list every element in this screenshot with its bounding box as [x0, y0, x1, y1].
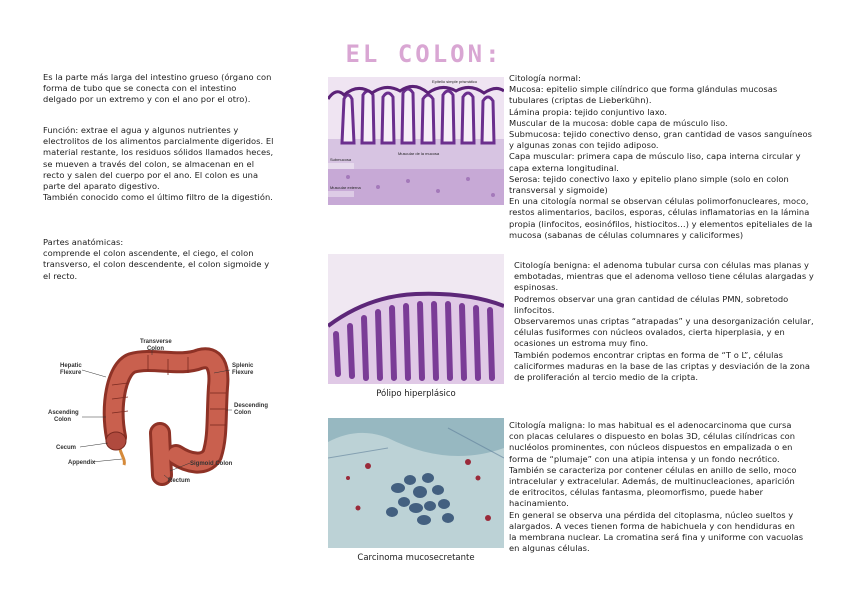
label-submucosa: Submucosa	[330, 157, 352, 162]
label-appendix: Appendix	[68, 460, 96, 466]
benign-cytology-paragraph: Citología benigna: el adenoma tubular cursa con células mas planas y embotadas, mientras que el adenoma velloso tiene células alargadas y espinosas. Podremos observar una gran cantidad de células PMN, sobretodo linfocitos. Observaremos unas criptas “atrapadas” y una desorganización celular, células fusiformes con núcleos ovalados, cierta hiperplasia, y en ocasiones un estroma muy fino. También podemos encontrar criptas en forma de “T o L”, células caliciformes maduras en la base de las criptas y desviación de la zona de proliferación al tercio medio de la cripta.	[514, 260, 814, 383]
svg-text:Flexure: Flexure	[60, 370, 82, 376]
label-rectum: Rectum	[168, 478, 191, 484]
label-splenic: Splenic	[232, 363, 254, 369]
label-epithelium: Epitelio simple prismático	[432, 79, 478, 84]
svg-text:Colon: Colon	[54, 417, 71, 423]
malignant-cytology-paragraph: Citología maligna: lo mas habitual es el adenocarcinoma que cursa con placas celulares o dispuesto en bolas 3D, células cilíndricas con nucléolos prominentes, con núcleos dispuestos en empalizada o en forma de “plumaje” con una atipia intensa y un fondo necrótico. También se caracteriza por contener células en anillo de sello, moco intracelular y extracelular. Además, de multinucleaciones, aparición de eritrocitos, células fantasma, pleomorfismo, puede haber hacinamiento. En general se observa una pérdida del citoplasma, núcleo sueltos y alargados. A veces tienen forma de habichuela y con hendiduras en la membrana nuclear. La cromatina será fina y uniforme con vacuolas en algunas células.	[509, 420, 804, 554]
label-cecum: Cecum	[56, 445, 77, 451]
label-transverse: Transverse	[140, 339, 172, 345]
svg-text:Colon: Colon	[234, 410, 251, 416]
polyp-micrograph	[328, 254, 504, 384]
svg-text:Colon: Colon	[147, 346, 164, 352]
polyp-caption: Pólipo hiperplásico	[376, 389, 456, 399]
intro-paragraph: Es la parte más larga del intestino grueso (órgano con forma de tubo que se conecta con el intestino delgado por un extremo y con el ano por el otro).	[43, 72, 272, 105]
label-descending: Descending	[234, 403, 269, 409]
label-muscular-mucosa: Muscular de la mucosa	[398, 151, 440, 156]
colon-anatomy-diagram	[40, 337, 290, 487]
label-ascending: Ascending	[48, 410, 79, 416]
svg-text:Flexure: Flexure	[232, 370, 254, 376]
function-paragraph: Función: extrae el agua y algunos nutrientes y electrolitos de los alimentos parcialmente digeridos. El material restante, los residuos sólidos llamados heces, se mueven a través del colon, se almacenan en el recto y salen del cuerpo por el ano. El colon es una parte del aparato digestivo. También conocido como el último filtro de la digestión.	[43, 125, 274, 203]
carcinoma-micrograph	[328, 418, 504, 548]
normal-colon-micrograph	[328, 77, 504, 205]
page-title: EL COLON:	[345, 40, 503, 68]
parts-paragraph: Partes anatómicas: comprende el colon ascendente, el ciego, el colon transverso, el colon descendente, el colon sigmoide y el recto.	[43, 237, 270, 281]
label-sigmoid: Sigmoid Colon	[190, 461, 233, 467]
label-muscular-externa: Muscular externa	[330, 185, 361, 190]
label-hepatic: Hepatic	[60, 363, 82, 369]
normal-cytology-paragraph: Citología normal: Mucosa: epitelio simple cilíndrico que forma glándulas mucosas tubulares (criptas de Lieberkühn). Lámina propia: tejido conjuntivo laxo. Muscular de la mucosa: doble capa de músculo liso. Submucosa: tejido conectivo denso, gran cantidad de vasos sanguíneos y algunas zonas con tejido adiposo. Capa muscular: primera capa de músculo liso, capa interna circular y capa externa longitudinal. Serosa: tejido conectivo laxo y epitelio plano simple (solo en colon transversal y sigmoide) En una citología normal se observan células polimorfonucleares, moco, restos alimentarios, bacilos, esporas, células inflamatorias en la lámina propia (linfocitos, eosinófilos, histiocitos…) y elementos epiteliales de la mucosa (sabanas de células columnares y caliciformes)	[509, 73, 813, 240]
carcinoma-caption: Carcinoma mucosecretante	[357, 553, 475, 563]
